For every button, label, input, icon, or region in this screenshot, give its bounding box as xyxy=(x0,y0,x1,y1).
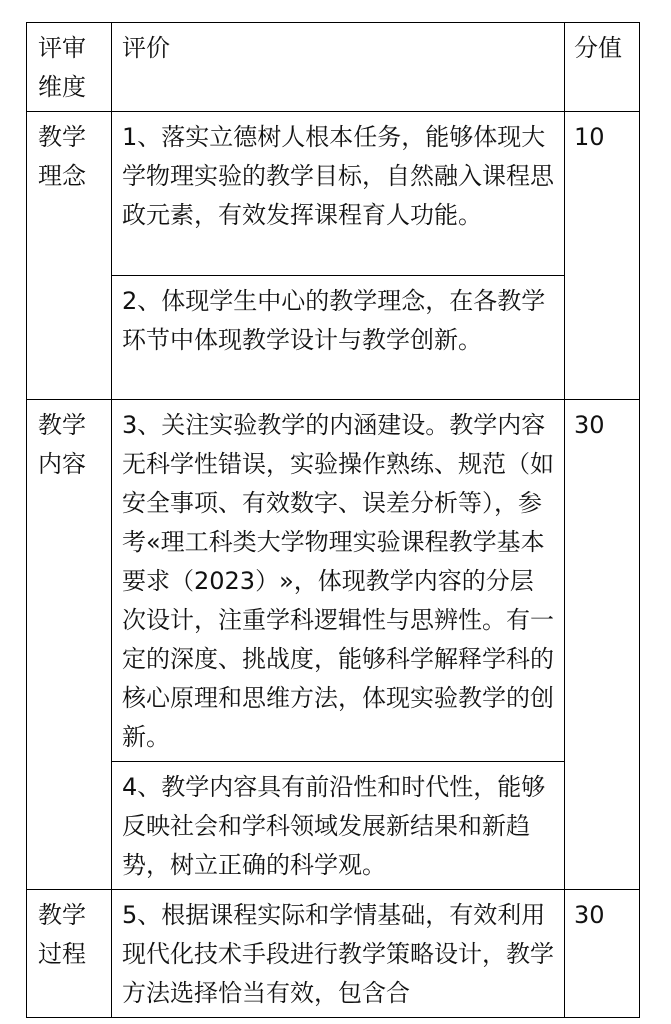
header-evaluation-label: 评价 xyxy=(122,34,170,62)
criterion-cell-4 xyxy=(112,762,565,890)
score-value: 10 xyxy=(574,123,605,151)
header-evaluation-cell xyxy=(112,23,565,112)
criterion-cell-5 xyxy=(112,890,565,1018)
criterion-cell-1 xyxy=(112,112,565,276)
dimension-label: 教学理念 xyxy=(38,123,86,190)
header-score-cell xyxy=(565,23,640,112)
dimension-label: 教学过程 xyxy=(38,901,86,968)
criterion-text: 5、根据课程实际和学情基础，有效利用现代化技术手段进行教学策略设计，教学方法选择恰当有效，包含合 xyxy=(122,901,554,1007)
table-row xyxy=(27,400,640,762)
dimension-cell-teaching-content xyxy=(27,400,112,890)
dimension-cell-teaching-process xyxy=(27,890,112,1018)
score-value: 30 xyxy=(574,901,605,929)
dimension-cell-teaching-philosophy xyxy=(27,112,112,400)
criterion-cell-2 xyxy=(112,276,565,400)
table-row xyxy=(27,890,640,1018)
score-value: 30 xyxy=(574,411,605,439)
table-row xyxy=(27,112,640,276)
criterion-text: 1、落实立德树人根本任务，能够体现大学物理实验的教学目标，自然融入课程思政元素，有效发挥课程育人功能。 xyxy=(122,123,554,229)
score-cell-teaching-content xyxy=(565,400,640,890)
criterion-text: 4、教学内容具有前沿性和时代性，能够反映社会和学科领域发展新结果和新趋势，树立正确的科学观。 xyxy=(122,773,546,879)
criterion-text: 2、体现学生中心的教学理念，在各教学环节中体现教学设计与教学创新。 xyxy=(122,287,546,354)
header-score-label: 分值 xyxy=(574,34,622,62)
evaluation-rubric-table xyxy=(26,22,640,1018)
score-cell-teaching-philosophy xyxy=(565,112,640,400)
header-dimension-label: 评审维度 xyxy=(38,34,86,101)
criterion-text: 3、关注实验教学的内涵建设。教学内容无科学性错误，实验操作熟练、规范（如安全事项、有效数字、误差分析等），参考«理工科类大学物理实验课程教学基本要求（2023）»，体现教学内容的分层次设计，注重学科逻辑性与思辨性。有一定的深度、挑战度，能够科学解释学科的核心原理和思维方法，体现实验教学的创新。 xyxy=(122,411,554,751)
header-dimension-cell xyxy=(27,23,112,112)
score-cell-teaching-process xyxy=(565,890,640,1018)
table-row xyxy=(27,276,640,400)
table-header-row xyxy=(27,23,640,112)
criterion-cell-3 xyxy=(112,400,565,762)
dimension-label: 教学内容 xyxy=(38,411,86,478)
table-row xyxy=(27,762,640,890)
